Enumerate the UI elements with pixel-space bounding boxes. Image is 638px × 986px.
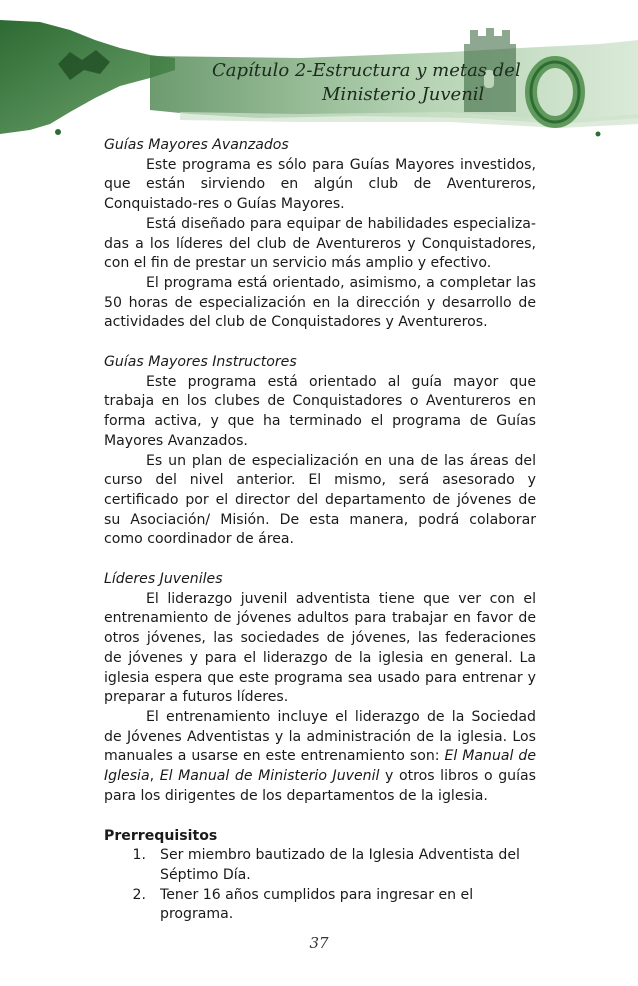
paragraph: Es un plan de especialización en una de las áreas del curso del nivel anterior. El mismo, será asesorado y certificado por el director del departamento de jóvenes de su Asociación/ Misión. De esta manera, podrá colaborar como coordinador de área.: [104, 452, 536, 548]
list-item-text: Ser miembro bautizado de la Iglesia Adventista del Séptimo Día.: [160, 847, 520, 883]
section-heading-guias-mayores-instructores: Guías Mayores Instructores: [104, 354, 297, 371]
page-number: 37: [309, 934, 329, 952]
book-title: El Manual de Ministerio Juvenil: [159, 768, 380, 785]
paragraph-with-references: [104, 708, 536, 807]
chapter-title-line-2: Ministerio Juvenil: [322, 84, 485, 105]
list-item: [104, 886, 536, 925]
list-item: [104, 846, 536, 885]
prerequisites-heading: Prerrequisitos: [104, 827, 218, 844]
list-item-text: Tener 16 años cumplidos para ingresar en el programa.: [160, 886, 474, 923]
paragraph: El liderazgo juvenil adventista tiene que ver con el entrenamiento de jóvenes adultos para trabajar en favor de otros jóvenes, las sociedades de jóvenes, las federaciones de jóvenes y para el liderazgo de la iglesia en general. La iglesia espera que este programa sea usado para entrenar y preparar a futuros líderes.: [104, 590, 536, 706]
chapter-title-line-1: Capítulo 2-Estructura y metas del: [212, 60, 521, 81]
text-span: El entrenamiento incluye el liderazgo de la Sociedad de Jóvenes Adventistas y la administración de la iglesia. Los manuales a usarse en este entrenamiento son:: [104, 708, 536, 765]
list-number: 1.: [132, 847, 146, 864]
section-heading-guias-mayores-avanzados: Guías Mayores Avanzados: [104, 137, 289, 153]
book-title: El Manual de Iglesia: [104, 748, 536, 785]
paragraph: Este programa está orientado al guía mayor que trabaja en los clubes de Conquistadores o Aventureros en forma activa, y que ha terminado el programa de Guías Mayores Avanzados.: [104, 373, 536, 449]
prerequisites-list: [104, 846, 536, 925]
paragraph: Está diseñado para equipar de habilidades especializa-das a los líderes del club de Aventureros y Conquistadores, con el fin de prestar un servicio más amplio y efectivo.: [104, 215, 536, 272]
text-span: ,: [149, 768, 160, 785]
paragraph: Este programa es sólo para Guías Mayores investidos, que están sirviendo en algún club de Aventureros, Conquistado-res o Guías Mayores.: [104, 156, 536, 213]
page-body: [104, 136, 536, 925]
list-number: 2.: [132, 886, 146, 903]
paragraph: El programa está orientado, asimismo, a completar las 50 horas de especialización en la dirección y desarrollo de actividades del club de Conquistadores y Aventureros.: [104, 274, 536, 331]
text-span: y otros libros o guías para los dirigentes de los departamentos de la iglesia.: [104, 768, 537, 804]
section-heading-lideres-juveniles: Líderes Juveniles: [104, 571, 223, 588]
